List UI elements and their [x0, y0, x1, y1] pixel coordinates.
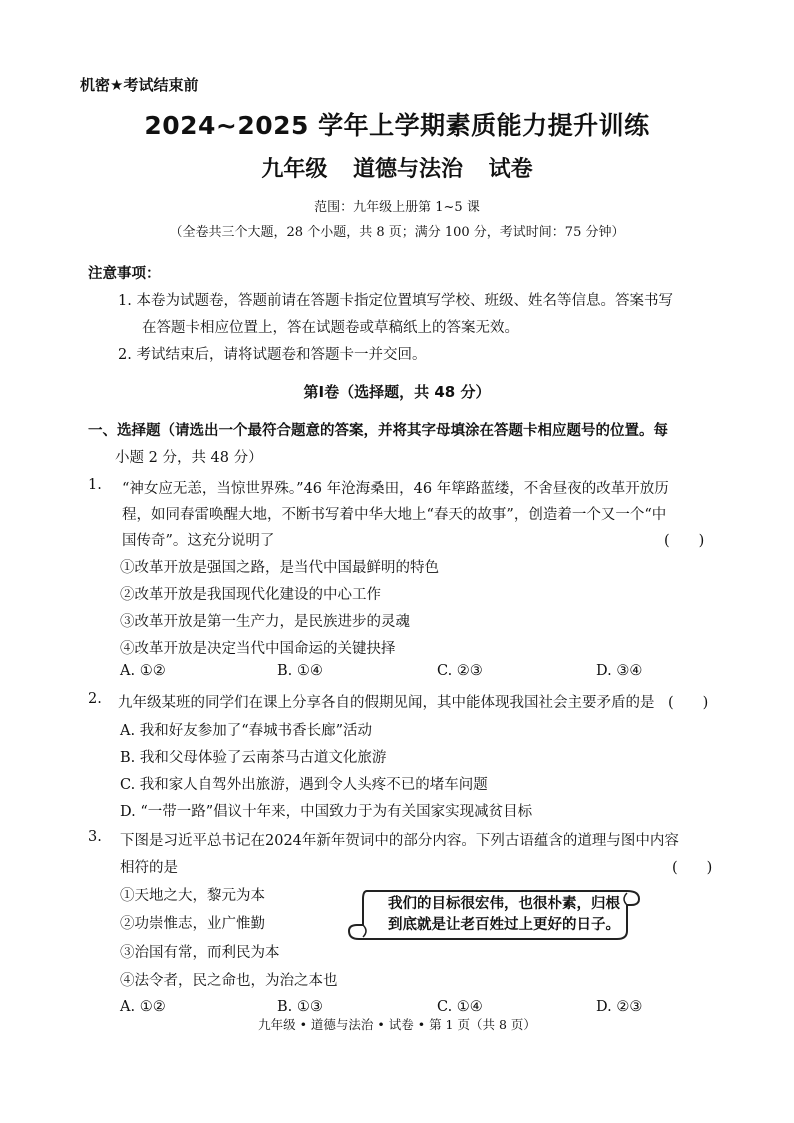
q3-option-c: C. ①④: [437, 999, 483, 1015]
note-2: 2. 考试结束后，请将试题卷和答题卡一并交回。: [118, 347, 427, 363]
q1-statement-4: ④改革开放是决定当代中国命运的关键抉择: [120, 641, 396, 657]
section-line-2: 小题 2 分，共 48 分）: [115, 450, 263, 466]
q1-statement-3: ③改革开放是第一生产力，是民族进步的灵魂: [120, 614, 410, 630]
quote-text: 我们的目标很宏伟，也很朴素，归根到底就是让老百姓过上更好的日子。: [388, 896, 620, 933]
q1-statement-2: ②改革开放是我国现代化建设的中心工作: [120, 587, 381, 603]
q1-option-d: D. ③④: [596, 663, 643, 679]
q1-option-a: A. ①②: [120, 663, 166, 679]
q3-statement-1: ①天地之大，黎元为本: [120, 888, 265, 904]
q2-number: 2.: [88, 691, 102, 707]
q2-option-c: C. 我和家人自驾外出旅游，遇到令人头疼不已的堵车问题: [120, 777, 488, 793]
note-1-line-2: 在答题卡相应位置上，答在试题卷或草稿纸上的答案无效。: [142, 320, 519, 336]
page-footer: 九年级 • 道德与法治 • 试卷 • 第 1 页（共 8 页）: [258, 1017, 536, 1032]
q3-option-b: B. ①③: [277, 999, 323, 1015]
confidential-label: 机密★考试结束前: [80, 76, 199, 94]
q1-option-b: B. ①④: [277, 663, 323, 679]
q3-statement-2: ②功崇惟志，业广惟勤: [120, 916, 265, 932]
q1-statement-1: ①改革开放是强国之路，是当代中国最鲜明的特色: [120, 560, 439, 576]
q1-stem-line-1: “神女应无恙，当惊世界殊。”46 年沧海桑田，46 年筚路蓝缕，不舍昼夜的改革开放历: [122, 481, 669, 497]
q3-statement-4: ④法令者，民之命也，为治之本也: [120, 973, 338, 989]
q3-option-d: D. ②③: [596, 999, 643, 1015]
section-line-1: [88, 419, 668, 440]
q3-statement-3: ③治国有常，而利民为本: [120, 945, 280, 961]
q3-answer-paren: ( ): [672, 860, 713, 876]
q2-stem: 九年级某班的同学们在课上分享各自的假期见闻，其中能体现我国社会主要矛盾的是: [118, 695, 655, 711]
q3-stem-line-2: 相符的是: [120, 860, 178, 876]
exam-subtitle: 九年级 道德与法治 试卷: [261, 157, 533, 182]
q1-answer-paren: ( ): [664, 533, 705, 549]
q2-option-d: D. “一带一路”倡议十年来，中国致力于为有关国家实现减贫目标: [120, 804, 533, 820]
q2-answer-paren: ( ): [668, 695, 709, 711]
q2-option-b: B. 我和父母体验了云南茶马古道文化旅游: [120, 750, 387, 766]
section-label: 一、选择题（请选出一个最符合题意的答案，并将其字母填涂在答题卡相应题号的位置。每: [88, 423, 668, 439]
exam-range: 范围：九年级上册第 1~5 课: [314, 200, 480, 215]
q1-number: 1.: [88, 477, 102, 493]
q3-option-a: A. ①②: [120, 999, 166, 1015]
part-heading: 第Ⅰ卷（选择题，共 48 分）: [303, 383, 491, 401]
exam-title: 2024~2025 学年上学期素质能力提升训练: [144, 111, 650, 140]
note-1-line-1: 1. 本卷为试题卷，答题前请在答题卡指定位置填写学校、班级、姓名等信息。答案书写: [118, 293, 673, 309]
q3-number: 3.: [88, 829, 102, 845]
q2-option-a: A. 我和好友参加了“春城书香长廊”活动: [120, 723, 373, 739]
q1-stem-line-3: 国传奇”。这充分说明了: [122, 533, 275, 549]
q3-stem-line-1: 下图是习近平总书记在2024年新年贺词中的部分内容。下列古语蕴含的道理与图中内容: [120, 833, 679, 849]
q1-option-c: C. ②③: [437, 663, 483, 679]
exam-info: （全卷共三个大题，28 个小题，共 8 页；满分 100 分，考试时间：75 分钟）: [169, 225, 625, 240]
notes-heading: 注意事项：: [88, 266, 161, 282]
q1-stem-line-2: 程，如同春雷唤醒大地，不断书写着中华大地上“春天的故事”，创造着一个又一个“中: [122, 507, 667, 523]
